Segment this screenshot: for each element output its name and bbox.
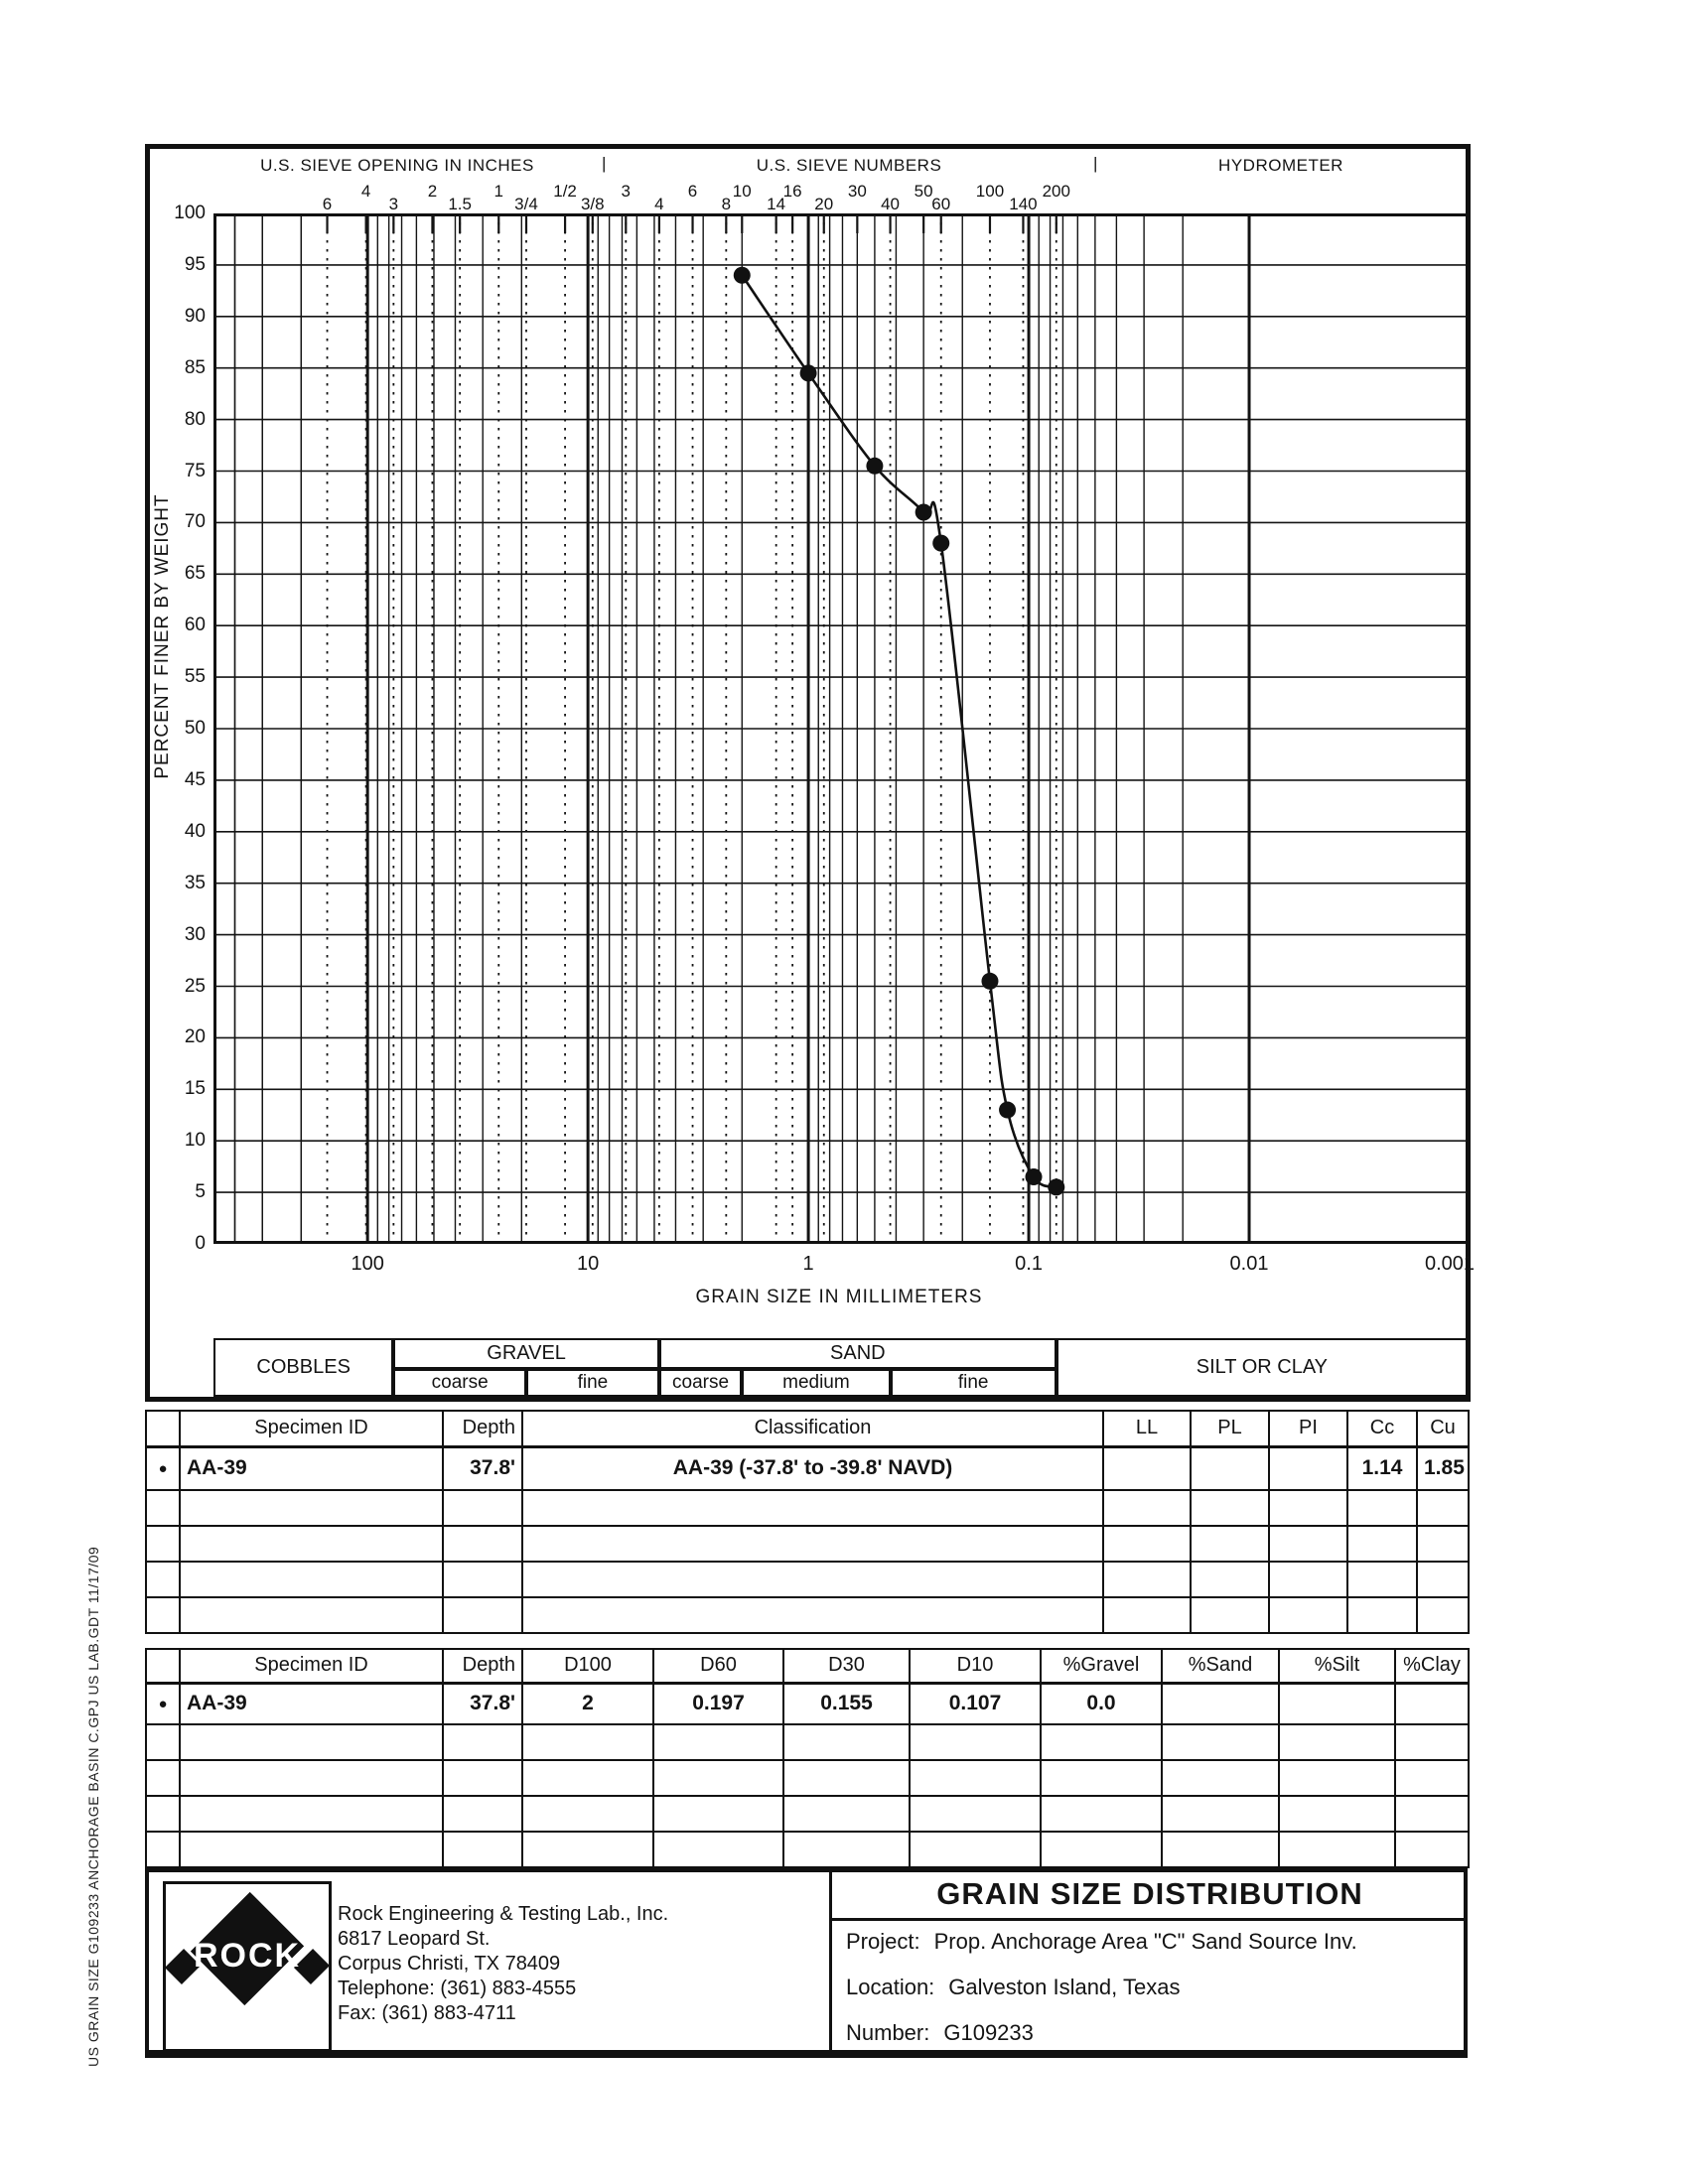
row-marker: ● (146, 1683, 180, 1724)
sieve-label-3: 3 (621, 182, 632, 201)
col-d60: D60 (653, 1649, 783, 1683)
y-tick-10: 10 (184, 1130, 206, 1152)
sieve-label-3/8: 3/8 (580, 195, 605, 213)
y-tick-90: 90 (184, 305, 206, 327)
location-value: Galveston Island, Texas (948, 1975, 1181, 1999)
number-label: Number: (846, 2020, 930, 2045)
hydrometer-header: HYDROMETER (1218, 156, 1343, 175)
band-gravel: GRAVEL (393, 1338, 659, 1369)
empty-cell (146, 1724, 180, 1760)
company-line-2: Corpus Christi, TX 78409 (338, 1953, 561, 1975)
row-marker: ● (146, 1446, 180, 1490)
band-sand: SAND (659, 1338, 1056, 1369)
pl (1191, 1446, 1269, 1490)
band-gravel-fine: fine (526, 1369, 659, 1397)
empty-cell (1269, 1526, 1347, 1562)
cc: 1.14 (1347, 1446, 1417, 1490)
empty-cell (1279, 1832, 1395, 1867)
x-decade-1: 1 (802, 1253, 814, 1275)
sieve-label-50: 50 (914, 182, 933, 201)
empty-cell (1041, 1832, 1162, 1867)
empty-cell (910, 1796, 1041, 1832)
specimen-id: AA-39 (180, 1446, 443, 1490)
sidebar-file-info-text: US GRAIN SIZE G109233 ANCHORAGE BASIN C.GPJ US LAB.GDT 11/17/09 (85, 1546, 101, 2067)
project-label: Project: (846, 1929, 920, 1954)
band-cobbles: COBBLES (213, 1338, 393, 1397)
header-separator-1: | (602, 154, 607, 173)
empty-cell (180, 1760, 443, 1796)
x-decade-0.01: 0.01 (1229, 1253, 1269, 1275)
sieve-label-40: 40 (881, 195, 901, 213)
company-line-3: Telephone: (361) 883-4555 (338, 1978, 577, 1999)
col-d30: D30 (783, 1649, 910, 1683)
empty-cell (1417, 1562, 1469, 1597)
empty-cell (522, 1597, 1103, 1633)
y-tick-50: 50 (184, 718, 206, 739)
empty-cell (146, 1760, 180, 1796)
empty-cell (146, 1832, 180, 1867)
y-tick-5: 5 (195, 1181, 206, 1203)
y-tick-95: 95 (184, 253, 206, 275)
y-tick-45: 45 (184, 768, 206, 790)
empty-cell (1269, 1597, 1347, 1633)
y-tick-75: 75 (184, 460, 206, 481)
number-line (846, 2020, 1034, 2046)
empty-cell (1279, 1760, 1395, 1796)
depth: 37.8' (443, 1683, 522, 1724)
sieve-label-1.5: 1.5 (448, 195, 472, 213)
col-specimen-id: Specimen ID (180, 1649, 443, 1683)
company-logo-box (163, 1881, 332, 2052)
sieve-label-140: 140 (1009, 195, 1038, 213)
empty-cell (783, 1796, 910, 1832)
sieve-label-1/2: 1/2 (553, 182, 577, 201)
pct-sand (1162, 1683, 1279, 1724)
y-tick-60: 60 (184, 614, 206, 636)
specimen-classification-table (145, 1410, 1470, 1634)
empty-cell (1191, 1526, 1269, 1562)
number-value: G109233 (943, 2020, 1034, 2045)
y-tick-85: 85 (184, 356, 206, 378)
empty-cell (522, 1724, 653, 1760)
cu: 1.85 (1417, 1446, 1469, 1490)
empty-cell (522, 1526, 1103, 1562)
empty-cell (910, 1760, 1041, 1796)
empty-cell (1162, 1760, 1279, 1796)
empty-cell (180, 1832, 443, 1867)
x-decade-100: 100 (351, 1253, 384, 1275)
location-line (846, 1975, 1180, 2000)
y-tick-100: 100 (174, 203, 206, 223)
empty-cell (443, 1562, 522, 1597)
col-depth: Depth (443, 1649, 522, 1683)
y-tick-55: 55 (184, 666, 206, 688)
empty-cell (653, 1724, 783, 1760)
header-separator-2: | (1093, 154, 1098, 173)
empty-cell (443, 1490, 522, 1526)
sieve-label-200: 200 (1042, 182, 1070, 201)
company-line-4: Fax: (361) 883-4711 (338, 2002, 516, 2024)
sieve-label-1: 1 (493, 182, 503, 201)
empty-cell (1162, 1796, 1279, 1832)
y-tick-80: 80 (184, 408, 206, 430)
col-cu: Cu (1417, 1411, 1469, 1446)
empty-cell (1103, 1597, 1191, 1633)
col-specimen-id: Specimen ID (180, 1411, 443, 1446)
empty-cell (1103, 1526, 1191, 1562)
specimen-id: AA-39 (180, 1683, 443, 1724)
empty-cell (653, 1760, 783, 1796)
report-title: GRAIN SIZE DISTRIBUTION (936, 1876, 1363, 1911)
empty-cell (1269, 1562, 1347, 1597)
empty-cell (180, 1796, 443, 1832)
company-line-0: Rock Engineering & Testing Lab., Inc. (338, 1903, 669, 1925)
col-pct-clay: %Clay (1395, 1649, 1469, 1683)
sieve-inches-header: U.S. SIEVE OPENING IN INCHES (260, 156, 534, 175)
empty-cell (443, 1724, 522, 1760)
sieve-label-4: 4 (654, 195, 664, 213)
col-cc: Cc (1347, 1411, 1417, 1446)
empty-cell (443, 1832, 522, 1867)
empty-cell (1395, 1796, 1469, 1832)
empty-cell (1162, 1832, 1279, 1867)
empty-cell (1103, 1562, 1191, 1597)
sieve-label-3: 3 (388, 195, 399, 213)
sieve-label-100: 100 (975, 182, 1005, 201)
depth: 37.8' (443, 1446, 522, 1490)
col-pi: PI (1269, 1411, 1347, 1446)
pi (1269, 1446, 1347, 1490)
empty-cell (1103, 1490, 1191, 1526)
marker-col-header (146, 1649, 180, 1683)
y-tick-40: 40 (184, 820, 206, 842)
col-ll: LL (1103, 1411, 1191, 1446)
y-tick-70: 70 (184, 511, 206, 533)
d10: 0.107 (910, 1683, 1041, 1724)
empty-cell (653, 1832, 783, 1867)
x-decade-0.1: 0.1 (1015, 1253, 1043, 1275)
empty-cell (146, 1597, 180, 1633)
empty-cell (180, 1490, 443, 1526)
empty-cell (443, 1526, 522, 1562)
empty-cell (1191, 1490, 1269, 1526)
empty-cell (180, 1724, 443, 1760)
col-pl: PL (1191, 1411, 1269, 1446)
empty-cell (146, 1490, 180, 1526)
empty-cell (180, 1562, 443, 1597)
empty-cell (1347, 1490, 1417, 1526)
empty-cell (522, 1490, 1103, 1526)
empty-cell (443, 1597, 522, 1633)
empty-cell (1041, 1760, 1162, 1796)
empty-cell (783, 1724, 910, 1760)
marker-col-header (146, 1411, 180, 1446)
project-value: Prop. Anchorage Area "C" Sand Source Inv. (933, 1929, 1357, 1954)
d30: 0.155 (783, 1683, 910, 1724)
sieve-label-6: 6 (687, 182, 698, 201)
d100: 2 (522, 1683, 653, 1724)
empty-cell (522, 1562, 1103, 1597)
sieve-label-30: 30 (847, 182, 867, 201)
empty-cell (443, 1796, 522, 1832)
title-underline (832, 1918, 1468, 1921)
empty-cell (783, 1760, 910, 1796)
empty-cell (1395, 1760, 1469, 1796)
empty-cell (783, 1832, 910, 1867)
band-sand-fine: fine (891, 1369, 1056, 1397)
col-depth: Depth (443, 1411, 522, 1446)
empty-cell (146, 1796, 180, 1832)
x-axis-title: GRAIN SIZE IN MILLIMETERS (695, 1287, 983, 1307)
empty-cell (1191, 1597, 1269, 1633)
empty-cell (1191, 1562, 1269, 1597)
band-silt-or-clay: SILT OR CLAY (1056, 1338, 1468, 1397)
logo-text: ROCK (193, 1937, 302, 1975)
col-d100: D100 (522, 1649, 653, 1683)
y-tick-35: 35 (184, 872, 206, 893)
empty-cell (1347, 1526, 1417, 1562)
sieve-label-2: 2 (427, 182, 438, 201)
empty-cell (1041, 1724, 1162, 1760)
col-pct-silt: %Silt (1279, 1649, 1395, 1683)
pct-clay (1395, 1683, 1469, 1724)
empty-cell (1041, 1796, 1162, 1832)
empty-cell (1279, 1724, 1395, 1760)
empty-cell (522, 1832, 653, 1867)
empty-cell (1417, 1526, 1469, 1562)
empty-cell (1417, 1490, 1469, 1526)
y-tick-20: 20 (184, 1026, 206, 1048)
sieve-numbers-header: U.S. SIEVE NUMBERS (756, 156, 942, 175)
y-tick-0: 0 (195, 1233, 206, 1254)
sieve-label-16: 16 (782, 182, 802, 201)
empty-cell (1395, 1724, 1469, 1760)
empty-cell (443, 1760, 522, 1796)
location-label: Location: (846, 1975, 935, 1999)
col-pct-sand: %Sand (1162, 1649, 1279, 1683)
sieve-label-20: 20 (814, 195, 834, 213)
sieve-label-10: 10 (732, 182, 752, 201)
col-classification: Classification (522, 1411, 1103, 1446)
ll (1103, 1446, 1191, 1490)
empty-cell (180, 1526, 443, 1562)
x-decade-10: 10 (576, 1253, 600, 1275)
band-gravel-coarse: coarse (393, 1369, 526, 1397)
project-line (846, 1929, 1357, 1955)
empty-cell (146, 1562, 180, 1597)
empty-cell (910, 1832, 1041, 1867)
d60: 0.197 (653, 1683, 783, 1724)
col-d10: D10 (910, 1649, 1041, 1683)
empty-cell (1269, 1490, 1347, 1526)
empty-cell (522, 1796, 653, 1832)
empty-cell (146, 1526, 180, 1562)
sieve-label-60: 60 (931, 195, 951, 213)
classification: AA-39 (-37.8' to -39.8' NAVD) (522, 1446, 1103, 1490)
company-address-block (338, 1902, 668, 2026)
sieve-label-3/4: 3/4 (514, 195, 538, 213)
empty-cell (522, 1760, 653, 1796)
sieve-label-8: 8 (721, 195, 732, 213)
empty-cell (1347, 1597, 1417, 1633)
empty-cell (1417, 1597, 1469, 1633)
gradation-table (145, 1648, 1470, 1868)
empty-cell (180, 1597, 443, 1633)
empty-cell (653, 1796, 783, 1832)
sieve-label-4: 4 (360, 182, 371, 201)
sieve-label-14: 14 (767, 195, 786, 213)
empty-cell (1162, 1724, 1279, 1760)
band-sand-medium: medium (742, 1369, 890, 1397)
y-tick-25: 25 (184, 975, 206, 997)
y-tick-30: 30 (184, 923, 206, 945)
pct-silt (1279, 1683, 1395, 1724)
empty-cell (1279, 1796, 1395, 1832)
plot-area-border (213, 213, 1470, 1244)
company-line-1: 6817 Leopard St. (338, 1928, 491, 1950)
y-axis-title: PERCENT FINER BY WEIGHT (152, 493, 173, 779)
col-pct-gravel: %Gravel (1041, 1649, 1162, 1683)
band-sand-coarse: coarse (659, 1369, 742, 1397)
empty-cell (1395, 1832, 1469, 1867)
y-tick-15: 15 (184, 1078, 206, 1100)
pct-gravel: 0.0 (1041, 1683, 1162, 1724)
x-decade-0.001: 0.001 (1424, 1253, 1476, 1275)
empty-cell (910, 1724, 1041, 1760)
y-tick-65: 65 (184, 563, 206, 585)
sieve-label-6: 6 (322, 195, 333, 213)
empty-cell (1347, 1562, 1417, 1597)
